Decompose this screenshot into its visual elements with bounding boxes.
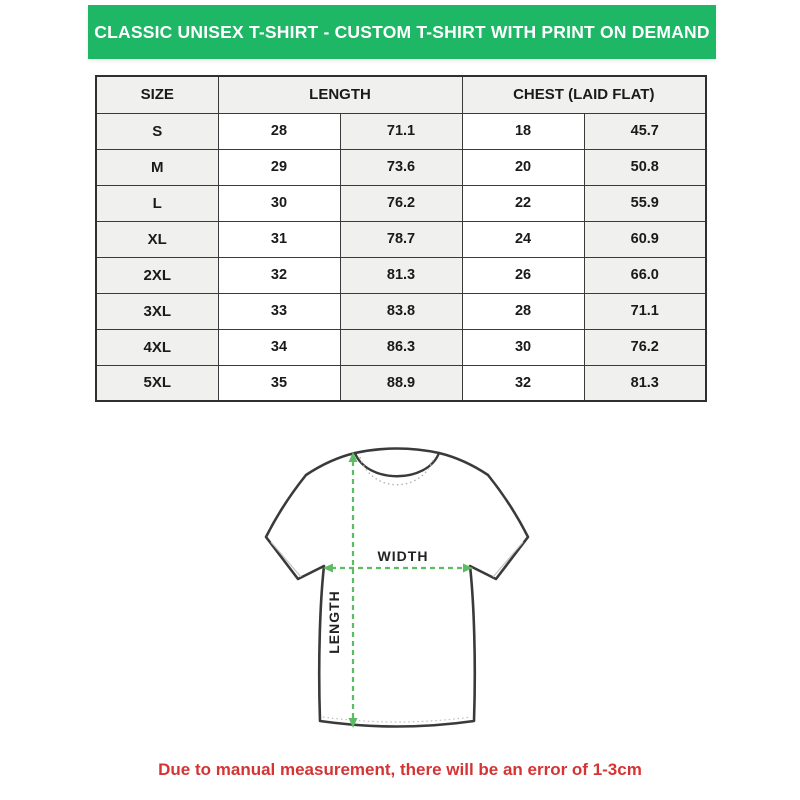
cell-chest-cm: 81.3: [584, 365, 706, 401]
table-row: [96, 149, 706, 185]
cell-length-in: 29: [218, 149, 340, 185]
cell-length-cm: 86.3: [340, 329, 462, 365]
column-header-length: LENGTH: [218, 76, 462, 113]
cell-size: L: [96, 185, 218, 221]
cell-chest-cm: 60.9: [584, 221, 706, 257]
table-row: [96, 329, 706, 365]
cell-length-in: 30: [218, 185, 340, 221]
page-title: CLASSIC UNISEX T-SHIRT - CUSTOM T-SHIRT WITH PRINT ON DEMAND: [94, 21, 710, 42]
cell-length-cm: 78.7: [340, 221, 462, 257]
table-row: [96, 293, 706, 329]
cell-chest-in: 20: [462, 149, 584, 185]
tshirt-diagram-svg: [240, 430, 560, 750]
cell-chest-cm: 50.8: [584, 149, 706, 185]
measurement-error-note: Due to manual measurement, there will be an error of 1-3cm: [158, 760, 642, 779]
cell-chest-in: 26: [462, 257, 584, 293]
cell-length-cm: 76.2: [340, 185, 462, 221]
length-arrow-label: LENGTH: [326, 590, 342, 654]
cell-chest-cm: 66.0: [584, 257, 706, 293]
table-row: [96, 221, 706, 257]
title-banner: [88, 5, 716, 59]
width-arrow-label: WIDTH: [377, 548, 429, 564]
cell-size: 5XL: [96, 365, 218, 401]
cell-chest-in: 30: [462, 329, 584, 365]
cell-size: XL: [96, 221, 218, 257]
table-header-row: [96, 76, 706, 113]
cell-size: 2XL: [96, 257, 218, 293]
column-header-chest: CHEST (LAID FLAT): [462, 76, 706, 113]
cell-chest-cm: 71.1: [584, 293, 706, 329]
cell-length-in: 31: [218, 221, 340, 257]
column-header-size: SIZE: [96, 76, 218, 113]
cell-length-in: 32: [218, 257, 340, 293]
cell-length-in: 34: [218, 329, 340, 365]
cell-chest-cm: 76.2: [584, 329, 706, 365]
cell-length-in: 33: [218, 293, 340, 329]
cell-size: M: [96, 149, 218, 185]
cell-length-cm: 81.3: [340, 257, 462, 293]
cell-chest-in: 28: [462, 293, 584, 329]
cell-length-in: 28: [218, 113, 340, 149]
cell-chest-in: 32: [462, 365, 584, 401]
cell-chest-cm: 55.9: [584, 185, 706, 221]
table-row: [96, 257, 706, 293]
size-chart-table: [95, 75, 707, 402]
table-row: [96, 185, 706, 221]
cell-size: 4XL: [96, 329, 218, 365]
cell-length-cm: 83.8: [340, 293, 462, 329]
cell-chest-in: 24: [462, 221, 584, 257]
cell-length-cm: 71.1: [340, 113, 462, 149]
table-row: [96, 365, 706, 401]
tshirt-measurement-diagram: [240, 430, 560, 750]
cell-length-in: 35: [218, 365, 340, 401]
cell-size: 3XL: [96, 293, 218, 329]
cell-chest-cm: 45.7: [584, 113, 706, 149]
cell-chest-in: 22: [462, 185, 584, 221]
cell-chest-in: 18: [462, 113, 584, 149]
cell-length-cm: 73.6: [340, 149, 462, 185]
cell-length-cm: 88.9: [340, 365, 462, 401]
cell-size: S: [96, 113, 218, 149]
table-row: [96, 113, 706, 149]
tshirt-outline: [266, 449, 528, 727]
